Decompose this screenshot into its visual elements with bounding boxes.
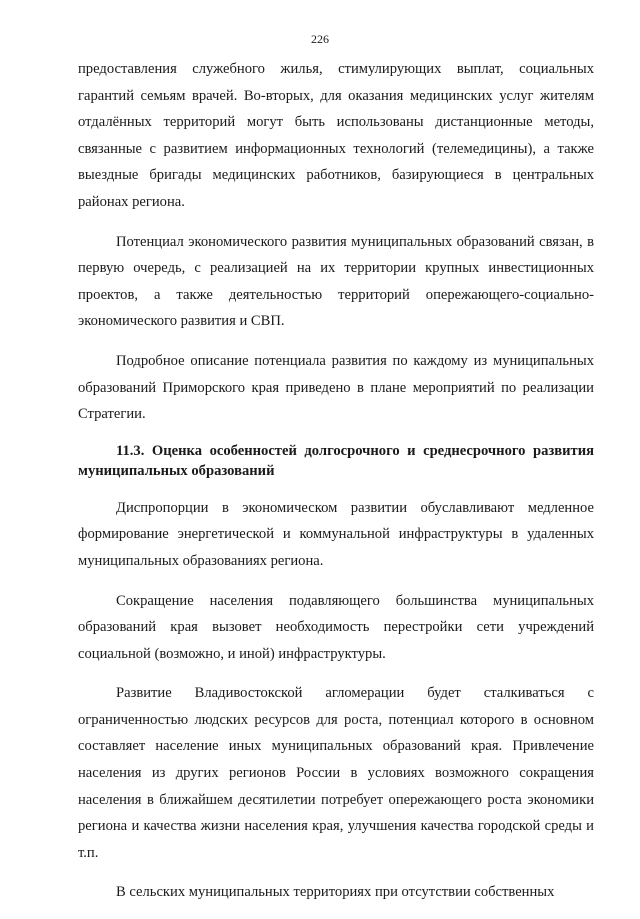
paragraph-continuation: предоставления служебного жилья, стимулирующих выплат, социальных гарантий семьям врачей. Во-вторых, для оказания медицинских услуг жителям отдалённых территорий могут быть использованы дистанционные методы, связанные с развитием информационных технологий (телемедицины), а также выездные бригады медицинских работников, базирующиеся в центральных районах региона. (78, 61, 594, 210)
paragraph-population-decline: Сокращение населения подавляющего большинства муниципальных образований края вызовет необходимость перестройки сети учреждений социальной (возможно, и иной) инфраструктуры. (78, 592, 594, 662)
paragraph-rural-territories: В сельских муниципальных территориях при отсутствии собственных (116, 884, 555, 901)
section-heading: 11.3. Оценка особенностей долгосрочного и среднесрочного развития муниципальных образований (78, 442, 594, 479)
page-number: 226 (311, 32, 329, 46)
paragraph-disproportions: Диспропорции в экономическом развитии обуславливают медленное формирование энергетической и коммунальной инфраструктуры в удаленных муниципальных образованиях региона. (78, 499, 594, 569)
paragraph-potential: Потенциал экономического развития муниципальных образований связан, в первую очередь, с реализацией на их территории крупных инвестиционных проектов, а также деятельностью территорий опережающего-социально-экономического развития и СВП. (78, 233, 594, 330)
paragraph-agglomeration: Развитие Владивостокской агломерации будет сталкиваться с ограниченностью людских ресурсов для роста, потенциал которого в основном составляет население иных муниципальных образований края. Привлечение населения из других регионов России в условиях возможного сокращения населения в ближайшем десятилетии потребует опережающего роста экономики региона и качества жизни населения края, улучшения качества городской среды и т.п. (78, 685, 594, 861)
paragraph-detailed-description: Подробное описание потенциала развития по каждому из муниципальных образований Приморского края приведено в плане мероприятий по реализации Стратегии. (78, 352, 594, 423)
text-block (78, 56, 594, 919)
